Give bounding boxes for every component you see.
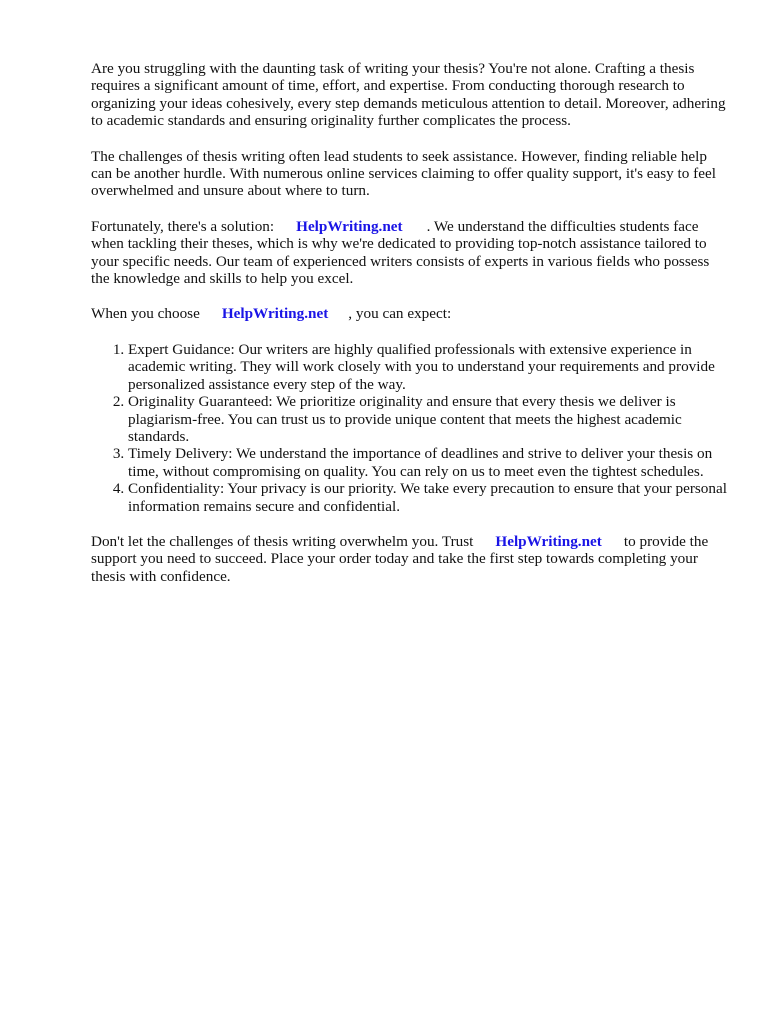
closing-paragraph xyxy=(91,533,731,585)
list-item-timely-delivery: 3. Timely Delivery: We understand the importance of deadlines and strive to deliver your thesis on time, without compromising on quality. You can rely on us to meet even the tightest schedules. xyxy=(128,445,731,480)
list-item-originality: 2. Originality Guaranteed: We prioritize originality and ensure that every thesis we deliver is plagiarism-free. You can trust us to provide unique content that meets the highest academic standards. xyxy=(128,393,731,445)
choose-text-before: When you choose xyxy=(91,305,200,323)
solution-text-before: Fortunately, there's a solution: xyxy=(91,217,275,235)
choose-paragraph xyxy=(91,305,731,322)
list-item-expert-guidance: 1. Expert Guidance: Our writers are highly qualified professionals with extensive experience in academic writing. They will work closely with you to understand your requirements and provide personalized assistance every step of the way. xyxy=(128,341,731,393)
document-page xyxy=(91,60,731,603)
benefits-list xyxy=(91,341,731,515)
challenges-paragraph: The challenges of thesis writing often lead students to seek assistance. However, finding reliable help can be another hurdle. With numerous online services claiming to offer quality support, it's easy to feel overwhelmed and unsure about where to turn. xyxy=(91,147,716,200)
choose-text-after: , you can expect: xyxy=(348,305,452,323)
helpwriting-link-1[interactable]: HelpWriting.net xyxy=(296,217,403,235)
list-item-confidentiality: 4. Confidentiality: Your privacy is our priority. We take every precaution to ensure that your personal information remains secure and confidential. xyxy=(128,480,731,515)
helpwriting-link-3[interactable]: HelpWriting.net xyxy=(495,532,602,550)
intro-paragraph: Are you struggling with the daunting task of writing your thesis? You're not alone. Crafting a thesis requires a significant amount of time, effort, and expertise. From conducting thorough research to organizing your ideas cohesively, every step demands meticulous attention to detail. Moreover, adhering to academic standards and ensuring originality further complicates the process. xyxy=(91,60,726,130)
solution-paragraph xyxy=(91,218,731,288)
closing-text-before: Don't let the challenges of thesis writing overwhelm you. Trust xyxy=(91,532,474,550)
helpwriting-link-2[interactable]: HelpWriting.net xyxy=(221,305,329,323)
solution-text-after: . We understand the difficulties students face when tackling their theses, which is why we're dedicated to providing top-notch assistance tailored to your specific needs. Our team of experienced writers consists of experts in various fields who possess the knowledge and skills to help you excel. xyxy=(91,217,710,288)
closing-text-after: to provide the support you need to succeed. Place your order today and take the first step towards completing your thesis with confidence. xyxy=(91,532,709,585)
